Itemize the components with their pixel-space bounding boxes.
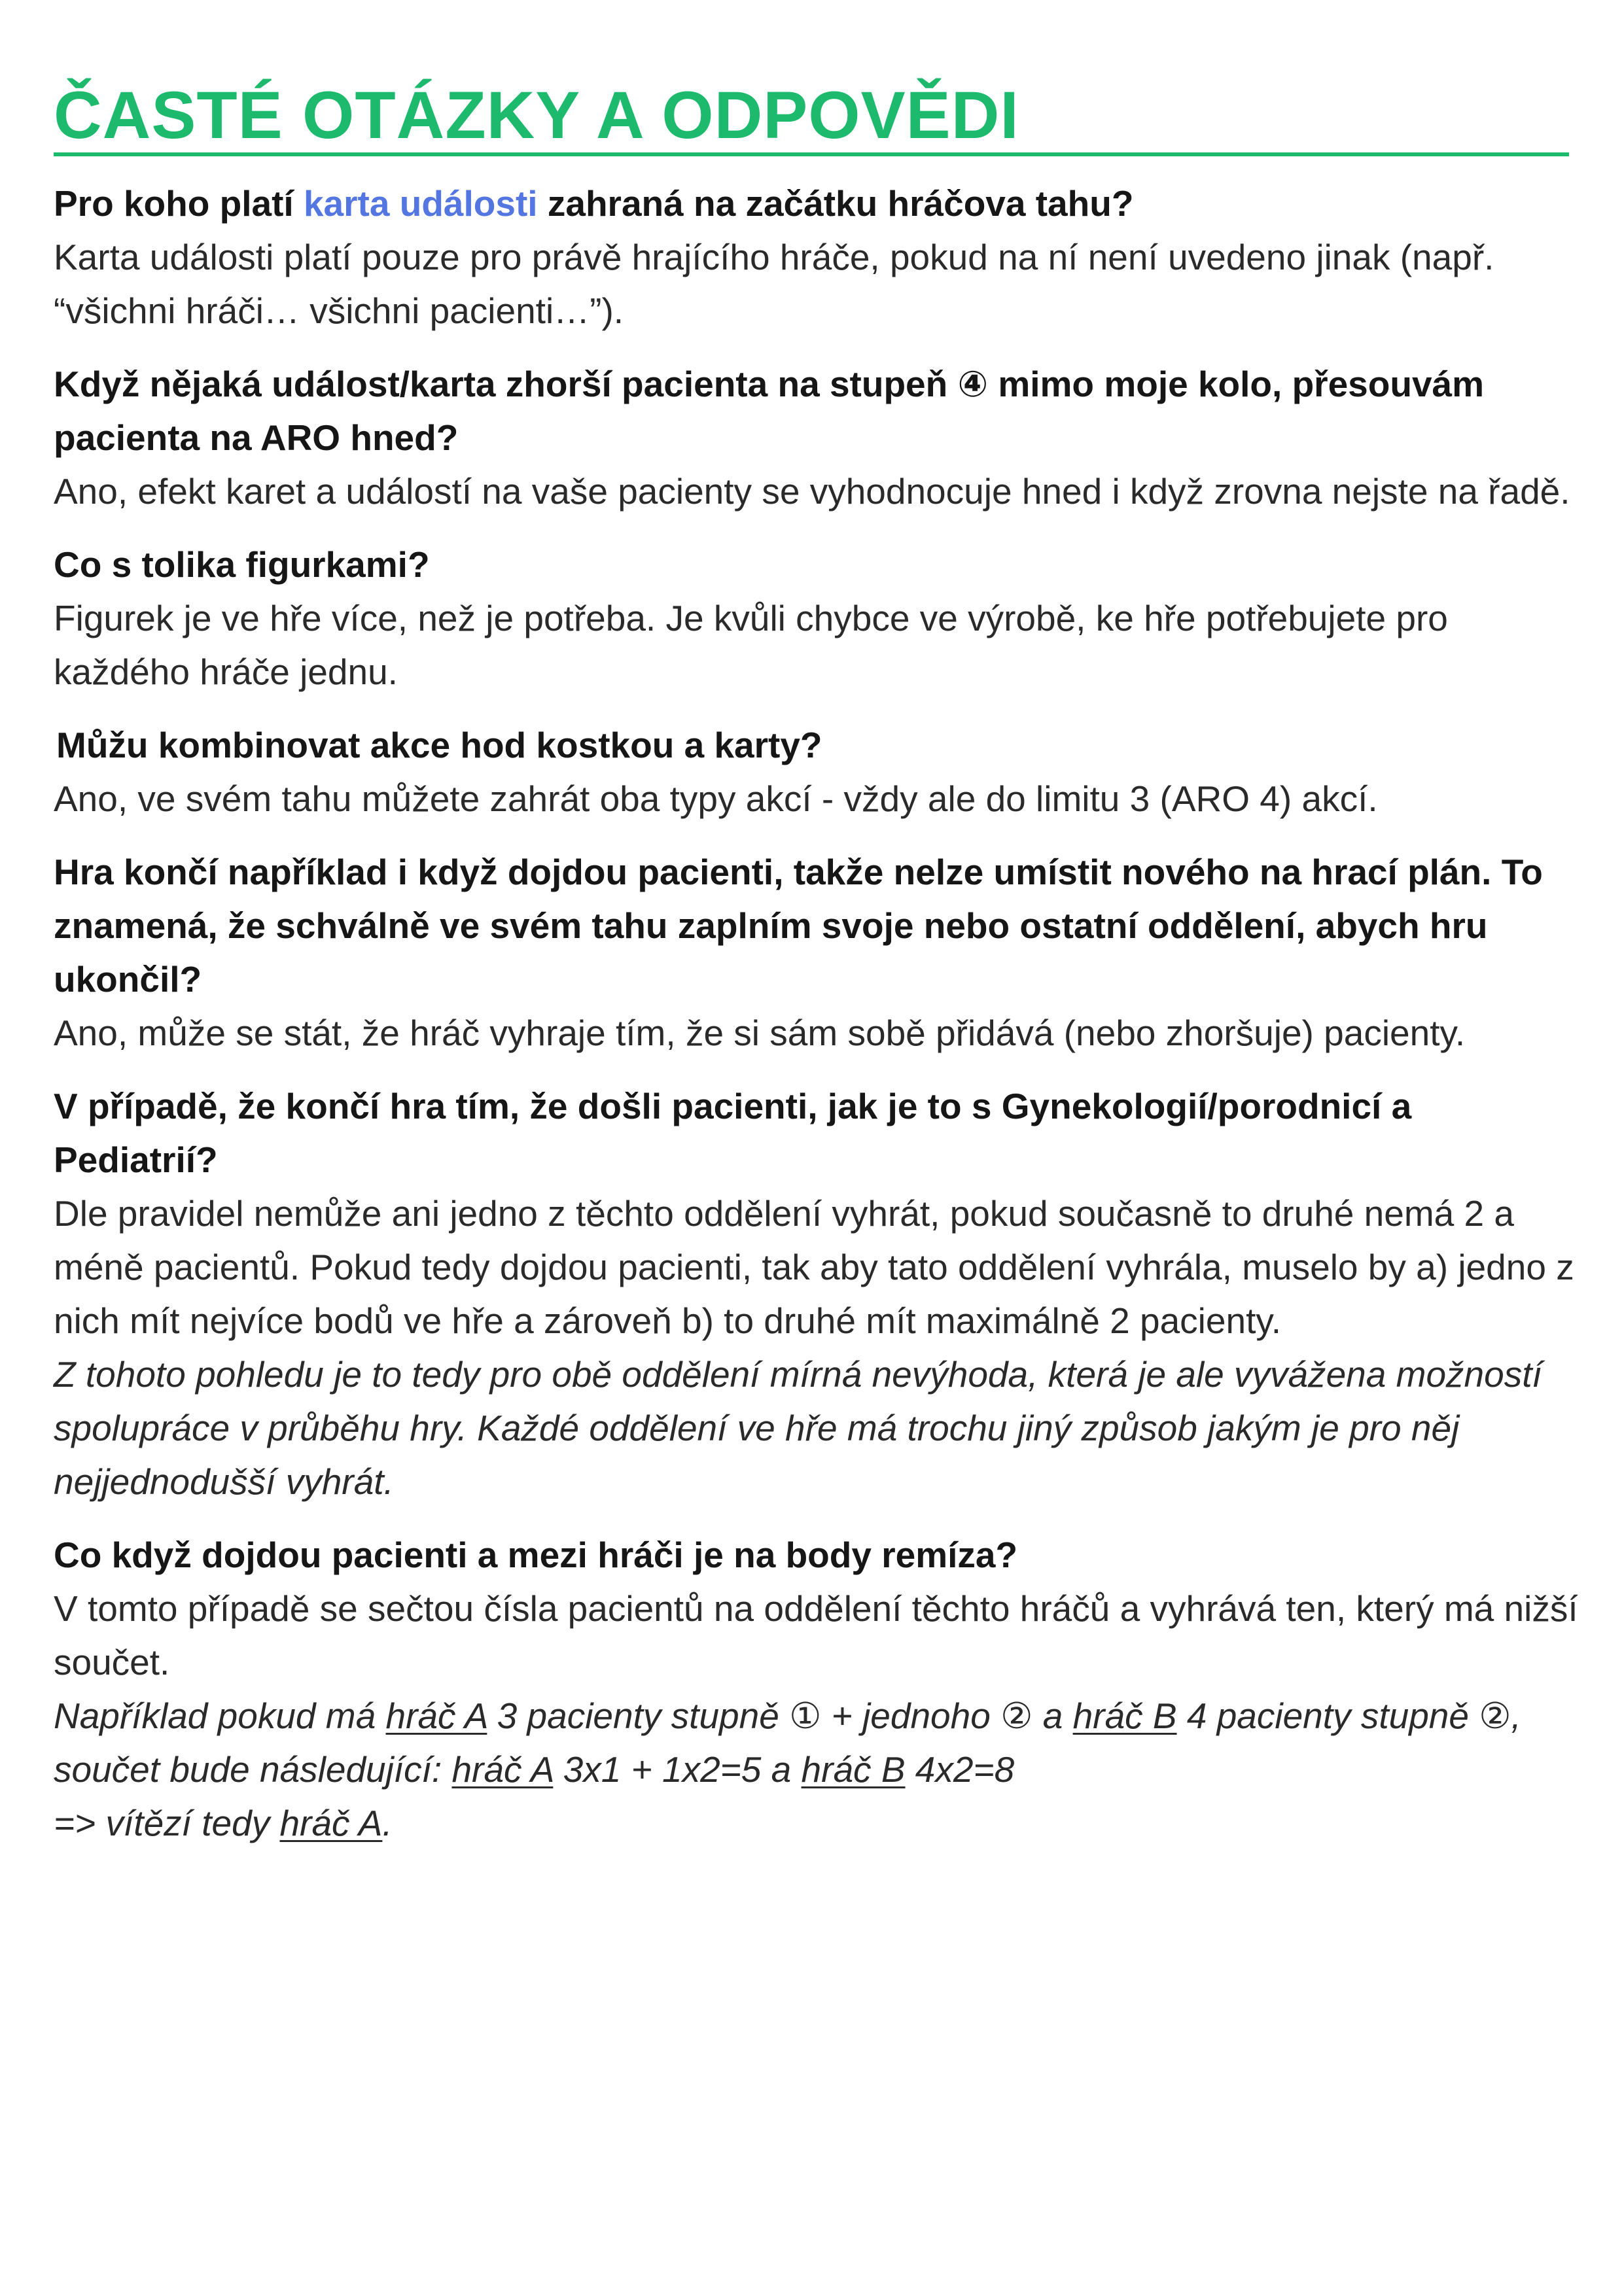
question-text: zahraná na začátku hráčova tahu? — [537, 183, 1134, 224]
faq-question: Můžu kombinovat akce hod kostkou a karty? — [56, 725, 822, 765]
faq-question: Co když dojdou pacienti a mezi hráči je na body remíza? — [54, 1535, 1018, 1575]
faq-example — [54, 1689, 1578, 1850]
example-text: => vítězí tedy — [54, 1803, 280, 1843]
example-text: . — [382, 1803, 393, 1843]
player-a-label: hráč A — [385, 1696, 487, 1736]
faq-item — [54, 177, 1578, 338]
faq-answer: Karta události platí pouze pro právě hrajícího hráče, pokud na ní není uvedeno jinak (např. “všichni hráči… všichni pacienti…”). — [54, 237, 1494, 331]
player-b-label: hráč B — [1072, 1696, 1177, 1736]
faq-question: V případě, že končí hra tím, že došli pacienti, jak je to s Gynekologií/porodnicí a Pediatrií? — [54, 1086, 1412, 1180]
page-title: ČASTÉ OTÁZKY A ODPOVĚDI — [54, 78, 1019, 152]
faq-question: Když nějaká událost/karta zhorší pacienta na stupeň ④ mimo moje kolo, přesouvám pacienta na ARO hned? — [54, 364, 1485, 458]
faq-answer: Ano, efekt karet a událostí na vaše pacienty se vyhodnocuje hned i když zrovna nejste na řadě. — [54, 471, 1570, 512]
faq-answer: Ano, může se stát, že hráč vyhraje tím, že si sám sobě přidává (nebo zhoršuje) pacienty. — [54, 1013, 1466, 1053]
faq-question: Hra končí například i když dojdou pacienti, takže nelze umístit nového na hrací plán. To znamená, že schválně ve svém tahu zaplním svoje nebo ostatní oddělení, abych hru ukončil? — [54, 852, 1543, 1000]
example-text: 4 pacienty stupně ②, součet bude následující: — [54, 1696, 1521, 1790]
example-text: 3x1 + 1x2=5 a — [553, 1749, 802, 1790]
faq-question — [54, 177, 1578, 230]
question-text: Pro koho platí — [54, 183, 304, 224]
faq-item — [54, 718, 1578, 826]
player-a-label: hráč A — [279, 1803, 383, 1843]
faq-list — [54, 177, 1578, 1870]
player-b-label: hráč B — [801, 1749, 906, 1790]
example-text: 3 pacienty stupně ① + jednoho ② a — [487, 1696, 1073, 1736]
faq-item — [54, 1528, 1578, 1850]
faq-item — [54, 1079, 1578, 1508]
player-a-label: hráč A — [451, 1749, 554, 1790]
highlighted-term: karta události — [303, 183, 538, 224]
faq-answer: Figurek je ve hře více, než je potřeba. Je kvůli chybce ve výrobě, ke hře potřebujete pro každého hráče jednu. — [54, 598, 1448, 692]
faq-item — [54, 538, 1578, 699]
faq-item — [54, 357, 1578, 518]
faq-answer: Dle pravidel nemůže ani jedno z těchto oddělení vyhrát, pokud současně to druhé nemá 2 a méně pacientů. Pokud tedy dojdou pacienti, tak aby tato oddělení vyhrála, muselo by a) jedno z nich mít nejvíce bodů ve hře a zároveň b) to druhé mít maximálně 2 pacienty. — [54, 1193, 1574, 1341]
title-divider — [54, 152, 1569, 156]
faq-answer: Ano, ve svém tahu můžete zahrát oba typy akcí - vždy ale do limitu 3 (ARO 4) akcí. — [54, 778, 1378, 819]
example-text: Například pokud má — [54, 1696, 386, 1736]
faq-question: Co s tolika figurkami? — [54, 544, 430, 585]
faq-note: Z tohoto pohledu je to tedy pro obě oddělení mírná nevýhoda, která je ale vyvážena možností spolupráce v průběhu hry. Každé oddělení ve hře má trochu jiný způsob jakým je pro něj nejjednodušší vyhrát. — [54, 1354, 1542, 1502]
example-text: 4x2=8 — [905, 1749, 1015, 1790]
faq-answer: V tomto případě se sečtou čísla pacientů na oddělení těchto hráčů a vyhrává ten, který má nižší součet. — [54, 1588, 1578, 1682]
faq-item — [54, 845, 1578, 1060]
